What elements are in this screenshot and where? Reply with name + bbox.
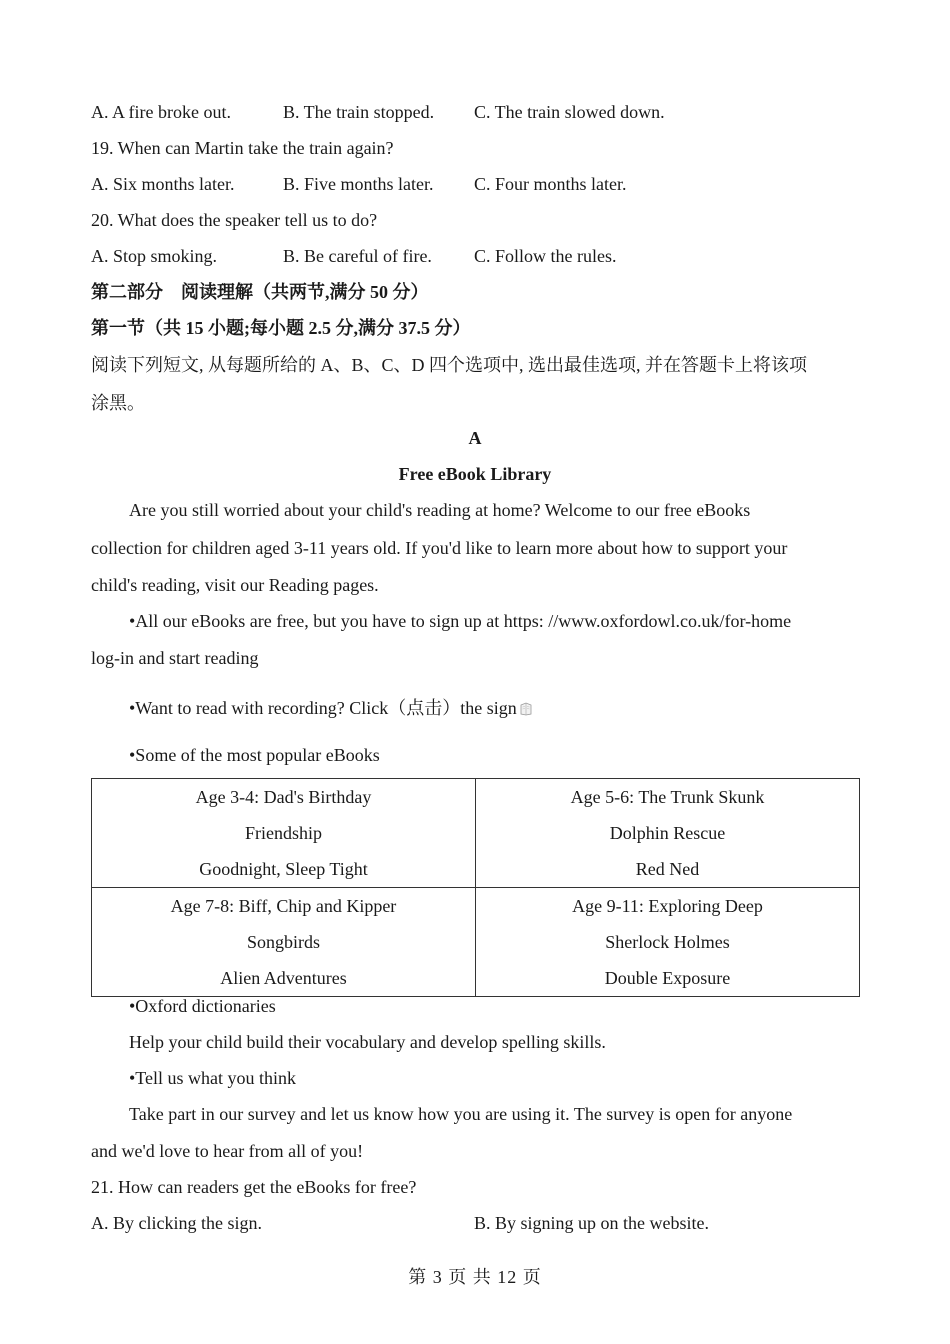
book-entry: Age 7-8: Biff, Chip and Kipper <box>170 896 397 916</box>
passage-title: Free eBook Library <box>398 464 552 484</box>
book-entry: Dolphin Rescue <box>609 823 726 843</box>
bullet-recording <box>129 696 533 720</box>
bullet-free-line-1: •All our eBooks are free, but you have to sign up at https: //www.oxfordowl.co.uk/for-home <box>129 611 792 631</box>
book-entry: Double Exposure <box>604 968 731 988</box>
q18-option-b: B. The train stopped. <box>283 102 435 122</box>
paragraph-1-line-2: collection for children aged 3-11 years old. If you'd like to learn more about how to support your <box>91 538 788 558</box>
q21-option-a: A. By clicking the sign. <box>91 1213 262 1233</box>
q19-option-b: B. Five months later. <box>283 174 434 194</box>
bullet-dictionaries: •Oxford dictionaries <box>129 996 276 1016</box>
book-entry: Age 5-6: The Trunk Skunk <box>570 787 765 807</box>
book-entry: Friendship <box>244 823 322 843</box>
q21-option-b: B. By signing up on the website. <box>474 1213 709 1233</box>
feedback-line-2: and we'd love to hear from all of you! <box>91 1141 364 1161</box>
paragraph-1-line-3: child's reading, visit our Reading pages. <box>91 575 379 595</box>
q19-option-c: C. Four months later. <box>474 174 627 194</box>
book-entry: Sherlock Holmes <box>605 932 730 952</box>
q18-option-c: C. The train slowed down. <box>474 102 665 122</box>
bullet-feedback: •Tell us what you think <box>129 1068 297 1088</box>
q20-option-b: B. Be careful of fire. <box>283 246 432 266</box>
q20-option-c: C. Follow the rules. <box>474 246 617 266</box>
instruction-line-2: 涂黑。 <box>91 393 145 413</box>
table-row <box>92 779 860 888</box>
paragraph-1-line-1: Are you still worried about your child's reading at home? Welcome to our free eBooks <box>129 500 751 520</box>
book-audio-icon <box>519 698 533 712</box>
book-entry: Alien Adventures <box>220 968 347 988</box>
dictionaries-text: Help your child build their vocabulary and develop spelling skills. <box>129 1032 606 1052</box>
feedback-line-1: Take part in our survey and let us know how you are using it. The survey is open for anyone <box>129 1104 793 1124</box>
q19-option-a: A. Six months later. <box>91 174 235 194</box>
q20-stem: 20. What does the speaker tell us to do? <box>91 210 378 230</box>
table-cell <box>92 888 476 997</box>
page-footer: 第 3 页 共 12 页 <box>408 1267 542 1287</box>
section1-heading: 第一节（共 15 小题;每小题 2.5 分,满分 37.5 分） <box>91 318 471 338</box>
table-row <box>92 888 860 997</box>
bullet-free-line-2: log-in and start reading <box>91 648 259 668</box>
book-entry: Songbirds <box>246 932 320 952</box>
table-cell <box>476 888 860 997</box>
q18-option-a: A. A fire broke out. <box>91 102 231 122</box>
book-entry: Age 3-4: Dad's Birthday <box>195 787 372 807</box>
bullet-popular: •Some of the most popular eBooks <box>129 745 380 765</box>
passage-letter: A <box>468 428 482 448</box>
popular-ebooks-table <box>91 778 860 997</box>
part2-heading: 第二部分 阅读理解（共两节,满分 50 分） <box>91 282 429 302</box>
table-cell <box>92 779 476 888</box>
book-entry: Age 9-11: Exploring Deep <box>572 896 763 916</box>
bullet-recording-text: •Want to read with recording? Click（点击）the sign <box>129 698 517 718</box>
table-cell <box>476 779 860 888</box>
q20-option-a: A. Stop smoking. <box>91 246 218 266</box>
book-entry: Red Ned <box>635 859 700 879</box>
book-entry: Goodnight, Sleep Tight <box>199 859 368 879</box>
q21-stem: 21. How can readers get the eBooks for free? <box>91 1177 417 1197</box>
instruction-line-1: 阅读下列短文, 从每题所给的 A、B、C、D 四个选项中, 选出最佳选项, 并在答题卡上将该项 <box>91 355 808 375</box>
q19-stem: 19. When can Martin take the train again? <box>91 138 394 158</box>
